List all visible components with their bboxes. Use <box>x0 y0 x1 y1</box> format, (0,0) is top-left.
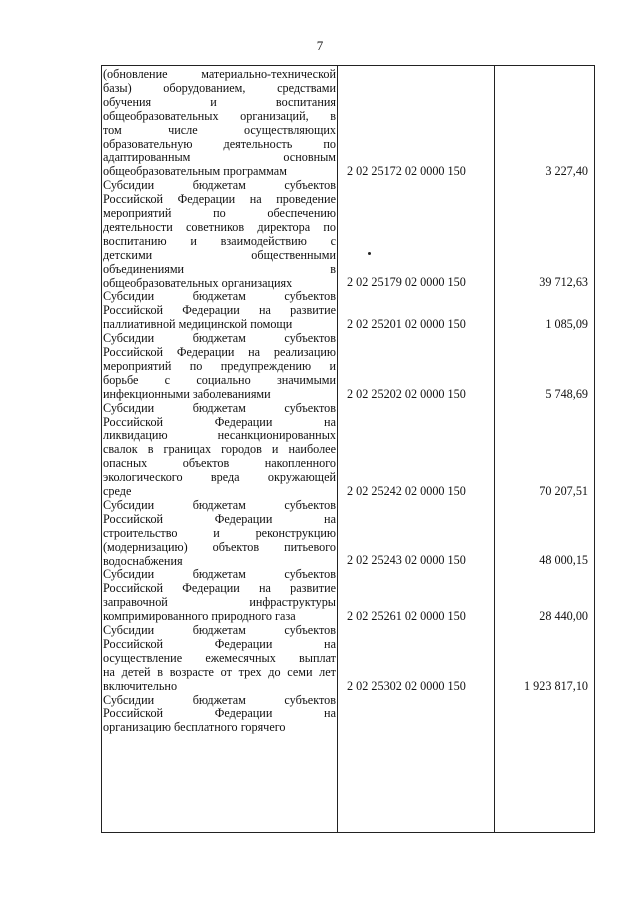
description-line: Субсидии бюджетам субъектов <box>103 331 336 346</box>
description-line: детскими общественными <box>103 247 336 262</box>
column-divider-1 <box>337 65 338 833</box>
description-line: базы) оборудованием, средствами <box>103 80 336 95</box>
description-line: борьбе с социально значимыми <box>103 372 336 387</box>
description-line: организацию бесплатного горячего <box>103 720 286 735</box>
description-line: строительство и реконструкцию <box>103 525 336 540</box>
description-line: мероприятий по предупреждению и <box>103 358 336 373</box>
description-line: общеобразовательных организаций, в <box>103 108 336 123</box>
description-line: водоснабжения <box>103 553 183 568</box>
description-line: Субсидии бюджетам субъектов <box>103 178 336 193</box>
description-line: на детей в возрасте от трех до семи лет <box>103 664 336 679</box>
description-line: заправочной инфраструктуры <box>103 595 336 610</box>
table-border-right <box>594 65 595 833</box>
description-line: паллиативной медицинской помощи <box>103 317 293 332</box>
description-line: Российской Федерации на проведение <box>103 192 336 207</box>
column-divider-2 <box>494 65 495 833</box>
description-line: адаптированным основным <box>103 150 336 165</box>
description-line: свалок в границах городов и наиболее <box>103 442 336 457</box>
description-line: общеобразовательным программам <box>103 164 287 179</box>
description-line: Российской Федерации на развитие <box>103 581 336 596</box>
description-line: включительно <box>103 678 178 693</box>
budget-code: 2 02 25261 02 0000 150 <box>347 609 466 624</box>
budget-code: 2 02 25302 02 0000 150 <box>347 678 466 693</box>
amount: 1 085,09 <box>545 317 588 332</box>
budget-code: 2 02 25179 02 0000 150 <box>347 275 466 290</box>
row-description <box>103 694 336 736</box>
description-line: Субсидии бюджетам субъектов <box>103 289 336 304</box>
description-line: воспитанию и взаимодействию с <box>103 233 336 248</box>
description-line: (модернизацию) объектов питьевого <box>103 539 336 554</box>
table-border-bottom <box>101 832 595 833</box>
amount: 3 227,40 <box>545 164 588 179</box>
table-border-left <box>101 65 102 833</box>
description-line: образовательную деятельность по <box>103 136 336 151</box>
description-line: Субсидии бюджетам субъектов <box>103 567 336 582</box>
row-description <box>103 402 336 499</box>
description-line: ликвидацию несанкционированных <box>103 428 336 443</box>
description-line: (обновление материально-технической <box>103 67 336 81</box>
description-line: Российской Федерации на <box>103 414 336 429</box>
description-line: опасных объектов накопленного <box>103 456 336 471</box>
description-line: осуществление ежемесячных выплат <box>103 650 336 665</box>
amount: 28 440,00 <box>539 609 588 624</box>
row-description <box>103 624 336 694</box>
budget-code: 2 02 25242 02 0000 150 <box>347 483 466 498</box>
description-line: обучения и воспитания <box>103 94 336 109</box>
description-line: том числе осуществляющих <box>103 122 336 137</box>
description-line: экологического вреда окружающей <box>103 470 336 485</box>
row-description <box>103 332 336 402</box>
description-line: Субсидии бюджетам субъектов <box>103 400 336 415</box>
amount: 48 000,15 <box>539 553 588 568</box>
description-line: мероприятий по обеспечению <box>103 206 336 220</box>
description-line: инфекционными заболеваниями <box>103 386 271 401</box>
description-line: Российской Федерации на <box>103 511 336 526</box>
description-line: среде <box>103 484 132 499</box>
description-line: Субсидии бюджетам субъектов <box>103 623 336 637</box>
amount: 70 207,51 <box>539 483 588 498</box>
budget-code: 2 02 25243 02 0000 150 <box>347 553 466 568</box>
budget-code: 2 02 25172 02 0000 150 <box>347 164 466 179</box>
stray-mark <box>368 252 371 255</box>
revenue-table <box>101 65 595 833</box>
amount: 39 712,63 <box>539 275 588 290</box>
description-line: деятельности советников директора по <box>103 219 336 234</box>
amount: 5 748,69 <box>545 386 588 401</box>
description-line: Российской Федерации на <box>103 706 336 721</box>
amount: 1 923 817,10 <box>524 678 588 693</box>
description-line: Субсидии бюджетам субъектов <box>103 692 336 707</box>
page-number: 7 <box>316 38 324 53</box>
row-description <box>103 568 336 624</box>
table-border-top <box>101 65 595 66</box>
description-line: объединениями в <box>103 261 336 276</box>
budget-code: 2 02 25202 02 0000 150 <box>347 386 466 401</box>
description-line: Российской Федерации на <box>103 636 336 651</box>
description-line: Российской Федерации на развитие <box>103 303 336 318</box>
description-line: Российской Федерации на реализацию <box>103 345 336 359</box>
row-description <box>103 179 336 290</box>
description-line: Субсидии бюджетам субъектов <box>103 497 336 512</box>
budget-code: 2 02 25201 02 0000 150 <box>347 317 466 332</box>
row-description <box>103 499 336 569</box>
description-line: компримированного природного газа <box>103 609 296 624</box>
row-description <box>103 290 336 332</box>
row-description <box>103 68 336 179</box>
description-line: общеобразовательных организациях <box>103 275 293 290</box>
